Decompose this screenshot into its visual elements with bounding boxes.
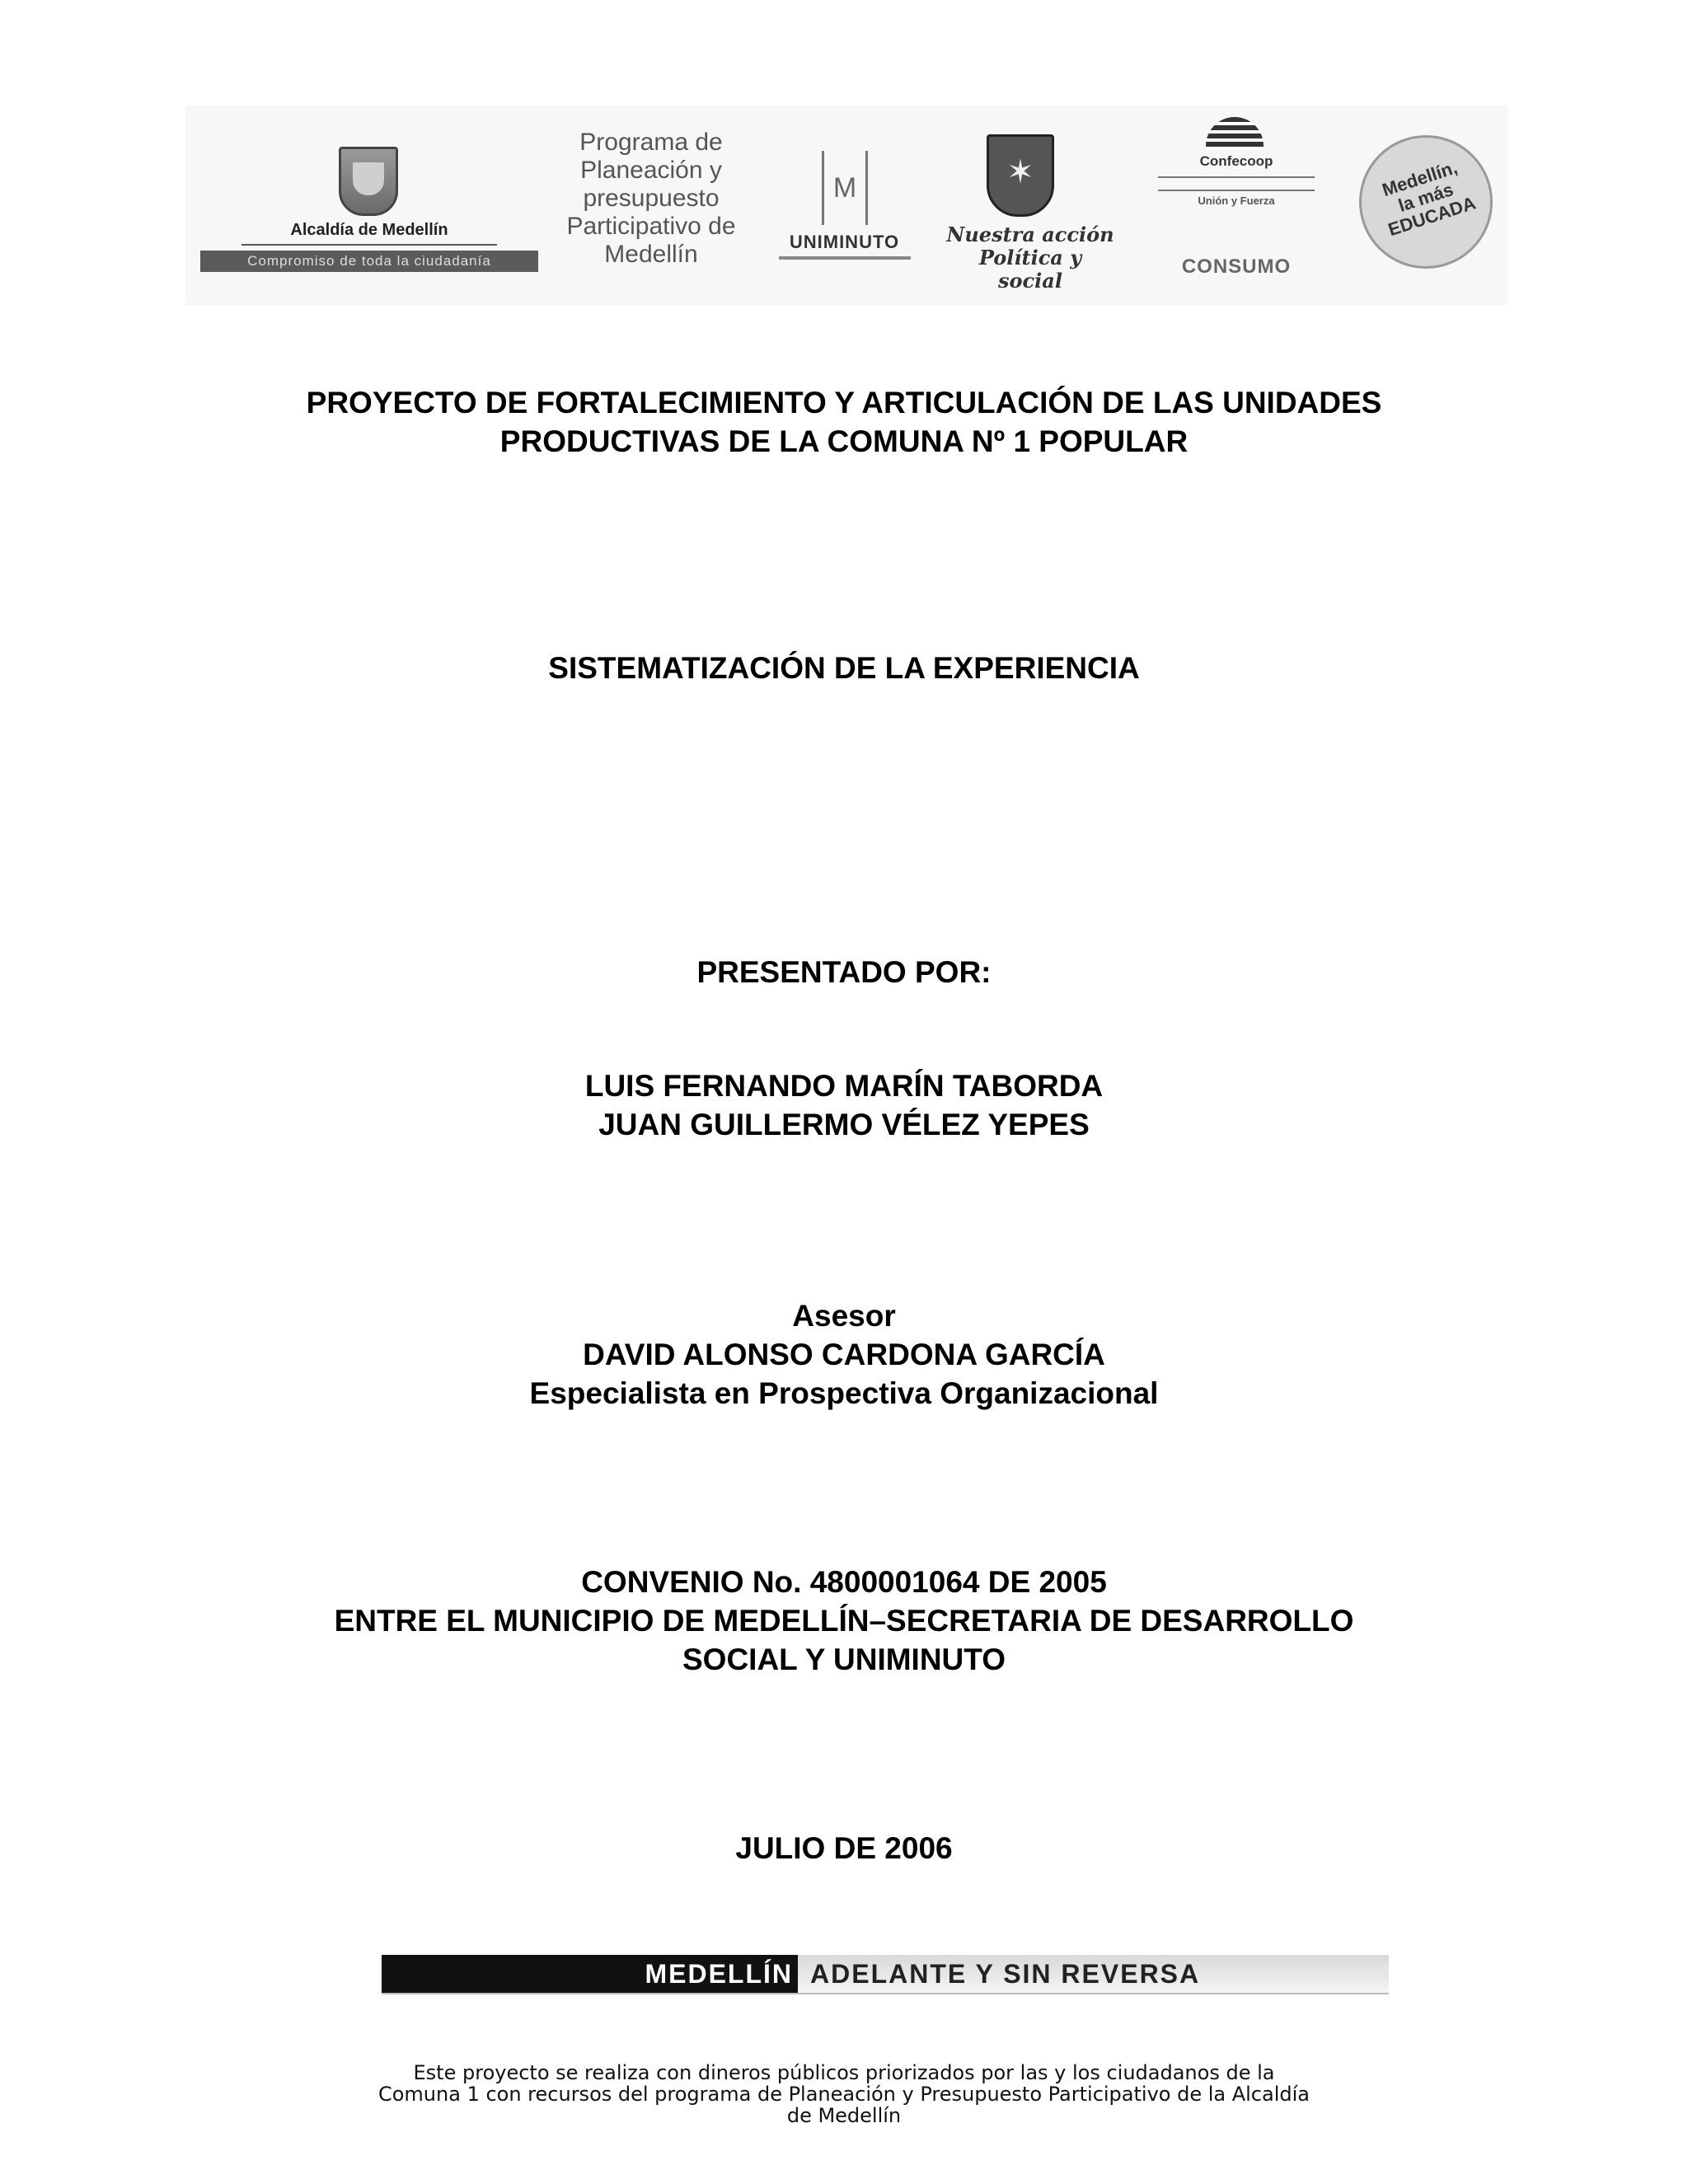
confecoop-sub: Unión y Fuerza xyxy=(1198,194,1275,207)
presented-by-label xyxy=(0,953,1688,991)
footnote-line-2: Comuna 1 con recursos del programa de Planeación y Presupuesto Participativo de la Alcaldía xyxy=(377,2083,1310,2106)
shield-icon: ✶ xyxy=(987,134,1054,217)
confecoop-icon xyxy=(1206,117,1264,150)
agreement-line-2: ENTRE EL MUNICIPIO DE MEDELLÍN–SECRETARIA DE DESARROLLO xyxy=(334,1604,1354,1638)
programa-planeacion-logo: Programa de Planeación y presupuesto Participativo de Medellín xyxy=(566,129,736,268)
slogan-bar xyxy=(382,1955,1389,1994)
document-date xyxy=(0,1829,1688,1868)
confecoop-name: Confecoop xyxy=(1199,153,1273,169)
consumo-logo: CONSUMO xyxy=(1181,255,1292,278)
footnote-line-1: Este proyecto se realiza con dineros públicos priorizados por las y los ciudadanos de la xyxy=(413,2061,1275,2084)
agreement-line-1: CONVENIO No. 4800001064 DE 2005 xyxy=(581,1565,1107,1599)
educada-text: Medellín, la más EDUCADA xyxy=(1379,157,1479,241)
title-line-2: PRODUCTIVAS DE LA COMUNA Nº 1 POPULAR xyxy=(499,424,1189,458)
agreement-line-3: SOCIAL Y UNIMINUTO xyxy=(682,1643,1006,1676)
document-title xyxy=(0,383,1688,461)
uniminuto-name: UNIMINUTO xyxy=(789,232,900,252)
logo-strip xyxy=(185,105,1508,305)
alcaldia-tagline: Compromiso de toda la ciudadanía xyxy=(200,251,538,272)
confecoop-logo xyxy=(1142,114,1331,299)
author-2: JUAN GUILLERMO VÉLEZ YEPES xyxy=(598,1108,1090,1141)
date-text: JULIO DE 2006 xyxy=(735,1831,953,1865)
funding-footnote xyxy=(0,2062,1688,2126)
presented-by-text: PRESENTADO POR: xyxy=(696,955,992,989)
advisor-block xyxy=(0,1296,1688,1413)
slogan-text: ADELANTE Y SIN REVERSA xyxy=(810,1959,1201,1989)
nuestra-accion-text: Nuestra acción Política y social xyxy=(946,223,1114,293)
advisor-name: DAVID ALONSO CARDONA GARCÍA xyxy=(583,1338,1105,1371)
advisor-title: Especialista en Prospectiva Organizacional xyxy=(529,1376,1159,1410)
alcaldia-logo xyxy=(200,147,546,274)
uniminuto-logo xyxy=(772,143,917,274)
slogan-city: MEDELLÍN xyxy=(645,1959,793,1989)
footnote-line-3: de Medellín xyxy=(786,2104,902,2127)
subtitle-text: SISTEMATIZACIÓN DE LA EXPERIENCIA xyxy=(548,651,1140,685)
alcaldia-name: Alcaldía de Medellín xyxy=(290,221,448,239)
uniminuto-mark-icon: M xyxy=(822,151,868,225)
medellin-educada-logo xyxy=(1354,130,1503,270)
document-subtitle xyxy=(0,649,1688,687)
title-line-1: PROYECTO DE FORTALECIMIENTO Y ARTICULACIÓN DE LAS UNIDADES xyxy=(306,386,1382,419)
coat-of-arms-icon xyxy=(339,147,398,216)
author-1: LUIS FERNANDO MARÍN TABORDA xyxy=(584,1069,1104,1103)
agreement-block xyxy=(0,1563,1688,1679)
advisor-role: Asesor xyxy=(792,1299,896,1333)
authors xyxy=(0,1066,1688,1144)
nuestra-accion-logo xyxy=(944,126,1117,291)
